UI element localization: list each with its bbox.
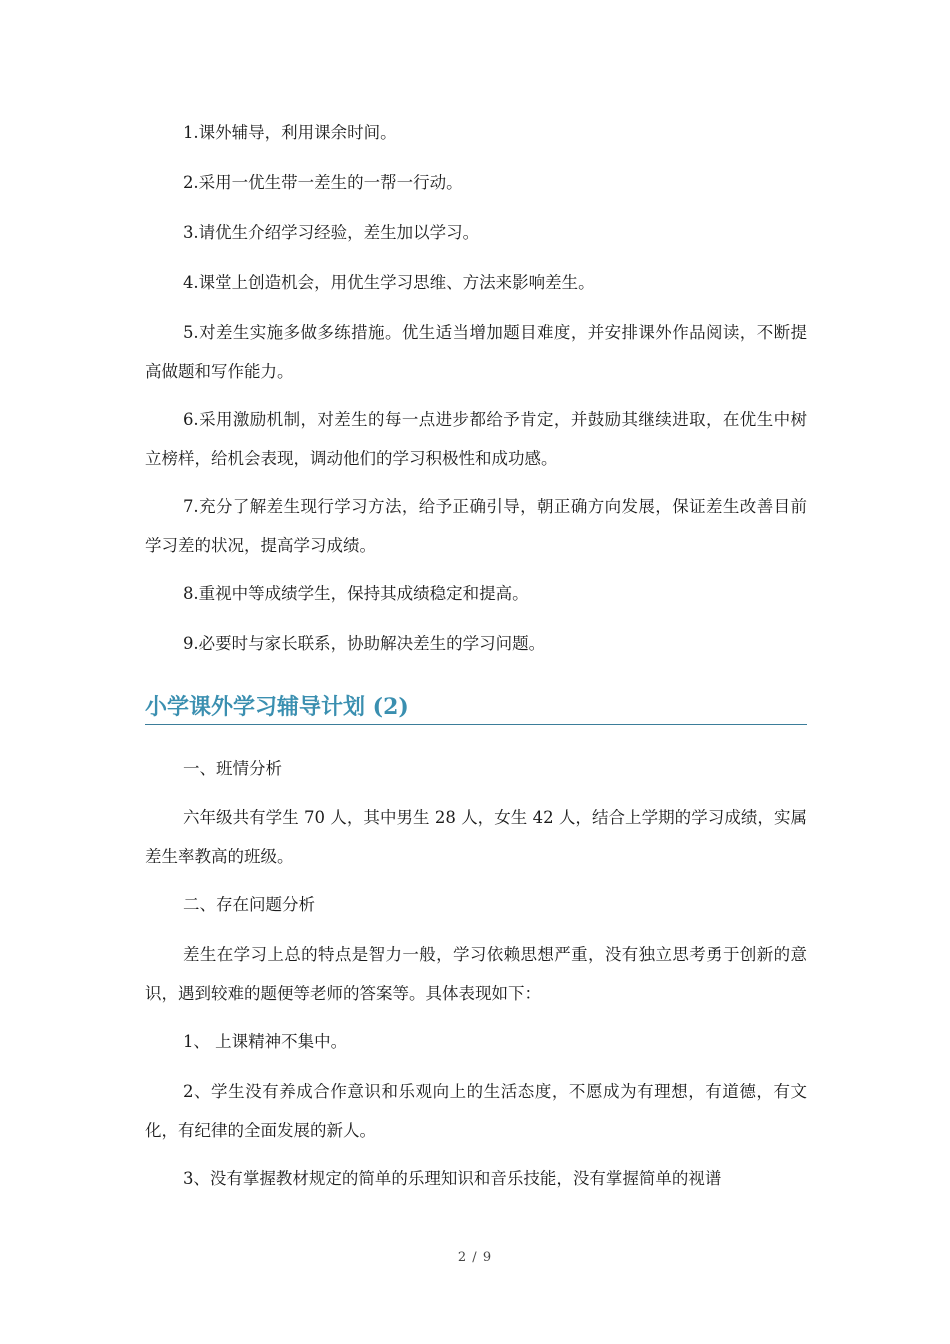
list-item: 4.课堂上创造机会，用优生学习思维、方法来影响差生。 [182, 273, 595, 292]
list-item: 9.必要时与家长联系，协助解决差生的学习问题。 [182, 634, 546, 653]
list-item: 5.对差生实施多做多练措施。优生适当增加题目难度，并安排课外作品阅读，不断提高做题和写作能力。 [145, 323, 807, 381]
list-item: 2.采用一优生带一差生的一帮一行动。 [182, 173, 463, 192]
section-heading: 小学课外学习辅导计划 (2) [145, 690, 807, 725]
list-item: 1.课外辅导，利用课余时间。 [182, 123, 397, 142]
page-number: 2 / 9 [457, 1250, 493, 1265]
subheading-problem-analysis: 二、存在问题分析 [182, 895, 315, 914]
list-item: 6.采用激励机制，对差生的每一点进步都给予肯定，并鼓励其继续进取，在优生中树立榜样，给机会表现，调动他们的学习积极性和成功感。 [145, 410, 807, 468]
list-item: 2、学生没有养成合作意识和乐观向上的生活态度，不愿成为有理想，有道德，有文化，有纪律的全面发展的新人。 [145, 1082, 807, 1140]
paragraph: 差生在学习上总的特点是智力一般，学习依赖思想严重，没有独立思考勇于创新的意识，遇到较难的题便等老师的答案等。具体表现如下： [145, 945, 807, 1003]
paragraph: 六年级共有学生 70 人，其中男生 28 人，女生 42 人，结合上学期的学习成绩，实属差生率教高的班级。 [145, 808, 807, 866]
list-item: 7.充分了解差生现行学习方法，给予正确引导，朝正确方向发展，保证差生改善目前学习差的状况，提高学习成绩。 [145, 497, 807, 555]
list-item: 8.重视中等成绩学生，保持其成绩稳定和提高。 [182, 584, 529, 603]
list-item: 1、 上课精神不集中。 [182, 1032, 348, 1051]
list-item: 3.请优生介绍学习经验，差生加以学习。 [182, 223, 480, 242]
subheading-class-analysis: 一、班情分析 [182, 759, 282, 778]
list-item: 3、没有掌握教材规定的简单的乐理知识和音乐技能，没有掌握简单的视谱 [182, 1169, 722, 1188]
